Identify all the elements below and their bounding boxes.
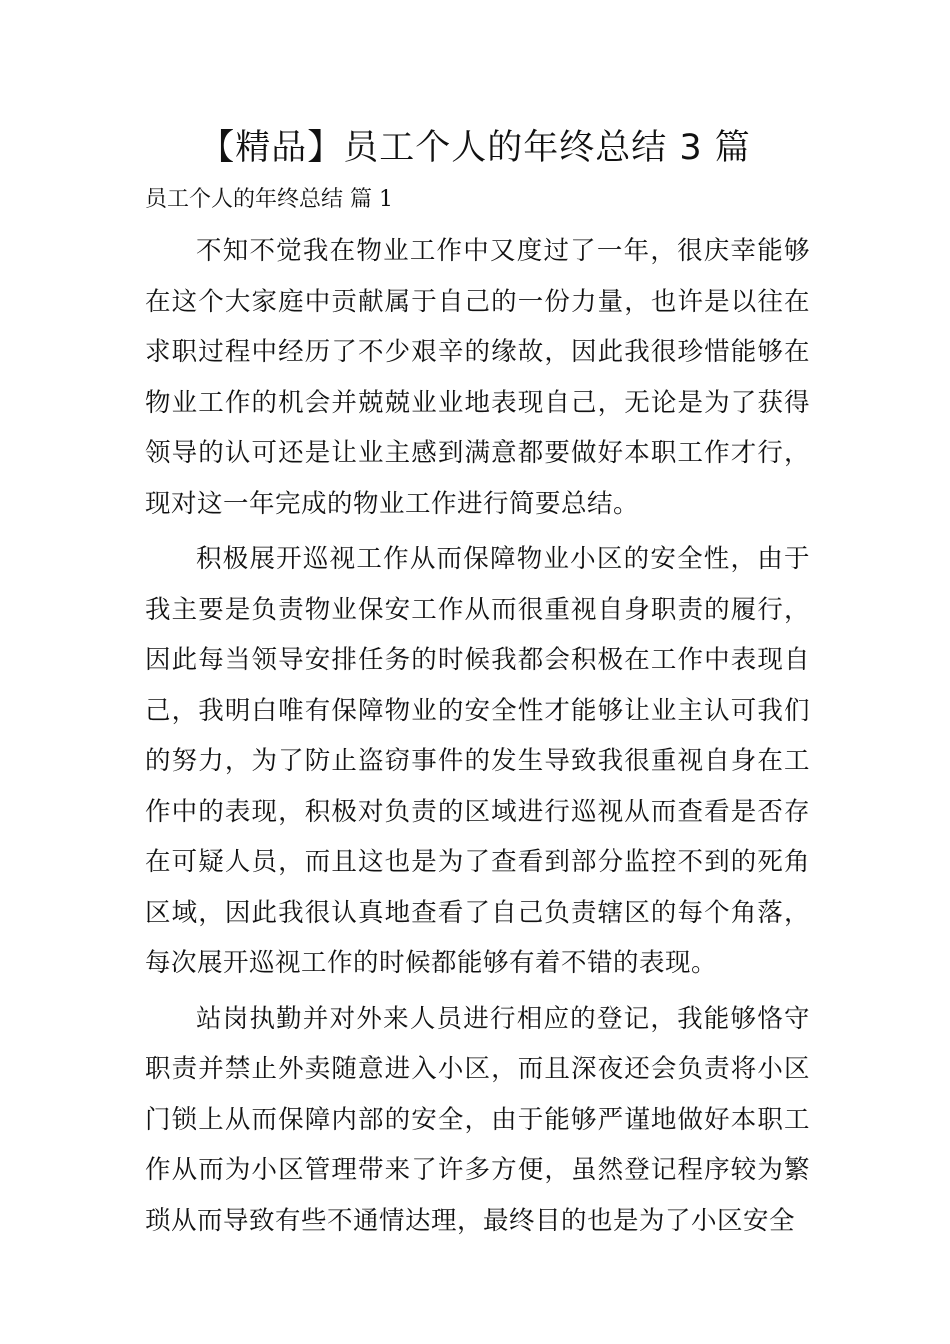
paragraph: 不知不觉我在物业工作中又度过了一年，很庆幸能够在这个大家庭中贡献属于自己的一份力量，也许是以往在求职过程中经历了不少艰辛的缘故，因此我很珍惜能够在物业工作的机会并兢兢业业地表现自己，无论是为了获得领导的认可还是让业主感到满意都要做好本职工作才行，现对这一年完成的物业工作进行简要总结。 (145, 236, 810, 519)
section-heading: 员工个人的年终总结 篇 1 (145, 187, 393, 212)
body-text (145, 226, 810, 1251)
paragraph: 站岗执勤并对外来人员进行相应的登记，我能够恪守职责并禁止外卖随意进入小区，而且深夜还会负责将小区门锁上从而保障内部的安全，由于能够严谨地做好本职工作从而为小区管理带来了许多方便，虽然登记程序较为繁琐从而导致有些不通情达理，最终目的也是为了小区安全 (145, 1003, 810, 1236)
paragraph: 积极展开巡视工作从而保障物业小区的安全性，由于我主要是负责物业保安工作从而很重视自身职责的履行，因此每当领导安排任务的时候我都会积极在工作中表现自己，我明白唯有保障物业的安全性才能够让业主认可我们的努力，为了防止盗窃事件的发生导致我很重视自身在工作中的表现，积极对负责的区域进行巡视从而查看是否存在可疑人员，而且这也是为了查看到部分监控不到的死角区域，因此我很认真地查看了自己负责辖区的每个角落，每次展开巡视工作的时候都能够有着不错的表现。 (145, 544, 810, 978)
document-title: 【精品】员工个人的年终总结 3 篇 (199, 128, 751, 168)
